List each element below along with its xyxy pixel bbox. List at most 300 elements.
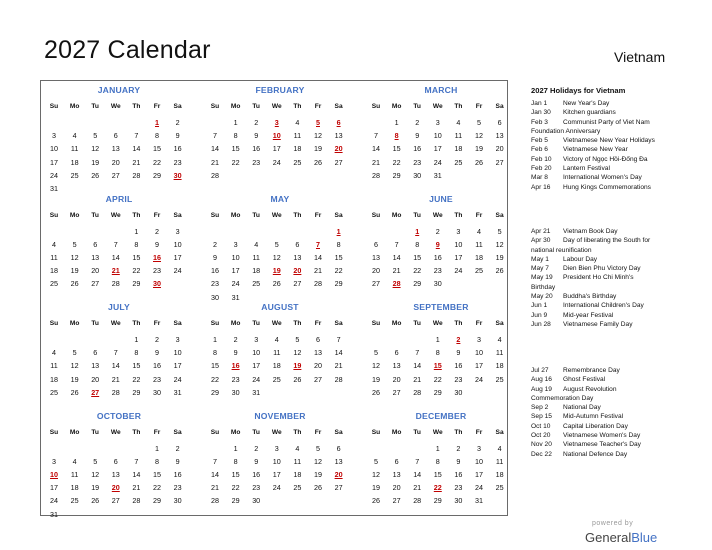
month-name: OCTOBER: [96, 410, 142, 421]
day-cell: 7: [213, 131, 217, 141]
month-name: SEPTEMBER: [413, 302, 469, 312]
day-cell: 18: [252, 266, 261, 276]
holiday-name: Vietnam Book Day: [563, 228, 618, 235]
day-cell: 2: [254, 443, 259, 453]
day-cell: 25: [70, 496, 79, 506]
day-cell: 12: [372, 469, 380, 479]
day-cell: 10: [433, 131, 442, 141]
weekday-label: Sa: [495, 211, 504, 219]
day-cell: 10: [454, 239, 463, 249]
holiday-date: Oct 20: [531, 432, 551, 440]
day-cell: 6: [497, 118, 502, 127]
day-cell: 13: [314, 348, 322, 358]
day-cell: 10: [272, 456, 281, 466]
country-name: Vietnam: [614, 49, 666, 65]
day-cell: 21: [372, 157, 380, 167]
day-cell: 27: [91, 279, 100, 289]
holiday-row: [531, 440, 706, 449]
day-cell: 7: [415, 348, 420, 358]
day-cell: 7: [213, 456, 217, 466]
holiday-row: [531, 385, 706, 394]
day-cell: 18: [70, 483, 79, 493]
day-cell: 15: [231, 469, 240, 479]
day-cell: 24: [50, 496, 58, 506]
day-cell: 23: [231, 374, 240, 384]
weekday-label: Mo: [69, 320, 80, 327]
day-cell: 14: [211, 469, 219, 479]
weekday-label: Mo: [230, 320, 241, 327]
weekday-label: Sa: [334, 320, 343, 327]
day-cell: 20: [91, 374, 100, 384]
holiday-row: [531, 145, 706, 154]
weekday-label: Fr: [475, 320, 483, 327]
day-cell: 26: [91, 170, 100, 180]
holiday-date: Aug 19: [531, 385, 552, 393]
day-cell: 25: [293, 483, 302, 493]
weekday-label: Tu: [91, 320, 99, 327]
day-cell: 29: [132, 279, 141, 289]
holiday-name: New Year's Day: [563, 100, 610, 107]
day-cell: 12: [372, 361, 380, 371]
day-cell: 17: [252, 361, 261, 371]
day-cell: 1: [435, 335, 440, 344]
day-cell: 6: [316, 335, 320, 344]
holiday-row: [531, 320, 706, 329]
day-cell: 26: [293, 374, 302, 384]
day-cell: 2: [435, 226, 440, 236]
day-cell: 4: [497, 335, 502, 344]
holiday-date: Feb 5: [531, 137, 548, 145]
day-cell: 3: [233, 239, 238, 249]
day-cell: 22: [153, 483, 161, 493]
day-cell: 24: [231, 279, 240, 289]
day-cell: 24: [272, 157, 281, 167]
holiday-date: May 7: [531, 265, 549, 273]
day-cell: 15: [211, 361, 219, 371]
day-cell: 20: [495, 144, 504, 154]
weekday-label: Sa: [334, 211, 343, 219]
holiday-list-q2: [531, 227, 706, 329]
day-cell: 16: [252, 469, 261, 479]
holiday-date: Apr 21: [531, 228, 551, 235]
day-cell: 15: [132, 361, 141, 371]
weekday-label: Mo: [69, 428, 80, 436]
day-cell: 22: [132, 374, 141, 384]
day-cell: 22: [334, 266, 343, 276]
day-cell: 5: [72, 239, 77, 249]
weekday-label: Mo: [391, 211, 402, 219]
day-cell: 29: [132, 387, 141, 397]
holiday-row: [531, 255, 706, 264]
day-cell: 3: [254, 335, 259, 344]
holiday-date: Sep 15: [531, 413, 552, 421]
weekday-label: Mo: [391, 428, 402, 436]
holiday-day-cell: 10: [50, 469, 58, 479]
weekday-label: Th: [454, 103, 463, 110]
holiday-day-cell: 10: [272, 131, 281, 141]
day-cell: 23: [413, 157, 422, 167]
day-cell: 5: [497, 226, 502, 236]
day-cell: 31: [50, 509, 58, 519]
weekday-header: [367, 103, 515, 115]
holiday-row: [531, 164, 706, 173]
day-cell: 18: [293, 144, 302, 154]
brand-logo[interactable]: [585, 530, 657, 545]
day-cell: 22: [153, 157, 161, 167]
day-cell: 20: [111, 157, 120, 167]
day-cell: 11: [70, 144, 79, 154]
holiday-name: Vietnamese New Year: [563, 146, 628, 154]
day-cell: 5: [477, 118, 481, 127]
day-cell: 30: [433, 279, 442, 289]
day-cell: 21: [211, 483, 219, 493]
day-cell: 3: [175, 226, 180, 236]
day-cell: 14: [132, 144, 141, 154]
holiday-date: Apr 30: [531, 237, 551, 245]
day-cell: 19: [314, 144, 322, 154]
day-cell: 4: [295, 443, 300, 453]
day-cell: 9: [233, 348, 238, 358]
day-cell: 15: [433, 469, 442, 479]
day-cell: 13: [334, 131, 343, 141]
brand-part-2: Blue: [631, 530, 658, 545]
holiday-row: [531, 422, 706, 431]
holiday-day-cell: 16: [153, 252, 161, 262]
day-cell: 26: [372, 387, 380, 397]
month-name: JULY: [108, 302, 130, 312]
day-cell: 29: [334, 279, 343, 289]
day-cell: 16: [454, 469, 463, 479]
calendar-grid: [40, 80, 508, 519]
day-cell: 4: [295, 118, 300, 127]
day-cell: 17: [475, 469, 483, 479]
day-cell: 6: [374, 239, 378, 249]
holiday-name: Buddha's Birthday: [563, 293, 617, 301]
day-cell: 13: [91, 361, 100, 371]
weekday-label: We: [432, 320, 443, 327]
weekday-label: We: [271, 428, 282, 436]
weekday-label: Th: [293, 320, 302, 327]
month-name: DECEMBER: [415, 410, 467, 421]
day-cell: 30: [231, 387, 240, 397]
holiday-list-q3: [531, 366, 706, 459]
day-cell: 20: [372, 266, 380, 276]
day-cell: 8: [415, 239, 420, 249]
weekday-label: Sa: [495, 320, 504, 327]
weekday-label: Su: [210, 320, 220, 327]
holiday-row: [531, 375, 706, 384]
day-cell: 17: [231, 266, 240, 276]
month-name: MARCH: [424, 85, 458, 95]
day-cell: 10: [173, 239, 182, 249]
day-cell: 8: [155, 456, 159, 466]
day-cell: 10: [252, 348, 261, 358]
holiday-row: [531, 136, 706, 145]
weekday-header: [45, 320, 193, 332]
weekday-label: Th: [132, 211, 141, 219]
day-cell: 11: [495, 456, 504, 466]
weekday-label: Fr: [153, 103, 161, 110]
day-cell: 2: [233, 335, 238, 344]
holiday-name: Kitchen guardians: [563, 109, 616, 117]
day-cell: 12: [293, 348, 302, 358]
weekday-label: Tu: [91, 103, 99, 110]
holiday-name: Birthday: [531, 283, 556, 291]
weekday-label: Th: [293, 103, 302, 110]
day-cell: 27: [372, 279, 380, 289]
day-cell: 3: [274, 443, 279, 453]
weekday-label: Su: [210, 428, 220, 436]
holiday-date: Feb 6: [531, 146, 548, 154]
holiday-day-cell: 20: [111, 483, 120, 493]
weekday-label: Su: [49, 428, 59, 436]
day-cell: 24: [454, 266, 463, 276]
day-cell: 14: [413, 361, 422, 371]
day-cell: 9: [175, 131, 180, 141]
weekday-header: [206, 429, 354, 441]
holiday-date: Feb 3: [531, 118, 548, 126]
day-cell: 1: [134, 226, 139, 236]
month-name: JANUARY: [97, 85, 141, 95]
day-cell: 25: [50, 279, 58, 289]
day-cell: 11: [293, 456, 302, 466]
weekday-label: Sa: [173, 211, 182, 219]
holiday-day-cell: 8: [394, 131, 399, 141]
day-cell: 10: [173, 348, 182, 358]
day-cell: 2: [155, 226, 159, 236]
holiday-day-cell: 2: [456, 335, 461, 344]
weekday-label: We: [110, 211, 121, 219]
day-cell: 9: [456, 348, 461, 358]
day-cell: 27: [111, 496, 120, 506]
day-cell: 17: [173, 361, 182, 371]
weekday-label: We: [110, 320, 121, 327]
holiday-row: [531, 236, 706, 245]
day-cell: 14: [413, 469, 422, 479]
day-cell: 17: [272, 469, 281, 479]
holiday-row: [531, 292, 706, 301]
day-cell: 15: [132, 252, 141, 262]
holiday-date: May 1: [531, 255, 549, 263]
day-cell: 19: [70, 266, 79, 276]
day-cell: 17: [50, 483, 58, 493]
day-cell: 23: [211, 279, 219, 289]
day-cell: 15: [153, 469, 161, 479]
day-cell: 14: [314, 252, 322, 262]
day-cell: 24: [173, 266, 182, 276]
holiday-name: Capital Liberation Day: [563, 422, 628, 430]
powered-by-text: powered by: [592, 520, 634, 527]
day-cell: 8: [213, 348, 217, 358]
day-cell: 15: [334, 252, 343, 262]
holiday-day-cell: 7: [316, 239, 320, 249]
holiday-day-cell: 28: [392, 279, 401, 289]
holiday-row: [531, 99, 706, 108]
weekday-label: Sa: [173, 103, 182, 110]
day-cell: 11: [50, 361, 58, 371]
day-cell: 13: [392, 361, 401, 371]
holiday-row: [531, 227, 706, 236]
month-name: APRIL: [105, 193, 133, 204]
day-cell: 13: [392, 469, 401, 479]
day-cell: 8: [435, 456, 440, 466]
weekday-label: We: [271, 211, 282, 219]
holiday-row: [531, 431, 706, 440]
holiday-day-cell: 1: [336, 226, 341, 236]
day-cell: 31: [50, 184, 58, 193]
day-cell: 23: [433, 266, 442, 276]
holiday-name: Foundation Anniversary: [531, 127, 601, 135]
holiday-name: Mid-year Festival: [563, 311, 614, 319]
day-cell: 8: [435, 348, 440, 358]
holiday-name: Hung Kings Commemorations: [563, 183, 651, 191]
weekday-header: [206, 103, 354, 115]
weekday-label: Tu: [91, 428, 99, 436]
day-cell: 29: [231, 496, 240, 506]
weekday-header: [206, 320, 354, 332]
day-cell: 12: [91, 144, 100, 154]
day-cell: 28: [132, 496, 141, 506]
day-cell: 25: [475, 266, 483, 276]
weekday-label: Su: [371, 320, 381, 327]
day-cell: 12: [475, 131, 483, 141]
day-cell: 24: [50, 170, 58, 180]
day-cell: 4: [254, 239, 259, 249]
day-cell: 2: [175, 443, 180, 453]
day-cell: 28: [413, 387, 422, 397]
day-cell: 22: [231, 157, 240, 167]
day-cell: 18: [50, 266, 58, 276]
day-cell: 28: [111, 279, 120, 289]
holiday-row: [531, 118, 706, 127]
weekday-label: Tu: [413, 428, 421, 436]
day-cell: 13: [111, 144, 120, 154]
day-cell: 24: [475, 374, 483, 384]
day-cell: 12: [91, 469, 100, 479]
holiday-name: Vietnamese Women's Day: [563, 432, 641, 440]
holiday-row: [531, 394, 706, 403]
day-cell: 1: [435, 443, 440, 453]
day-cell: 31: [231, 292, 240, 302]
day-cell: 19: [91, 157, 100, 167]
holiday-row: [531, 366, 706, 375]
day-cell: 30: [413, 170, 422, 180]
holiday-row: [531, 301, 706, 310]
day-cell: 1: [394, 118, 399, 127]
day-cell: 17: [475, 361, 483, 371]
weekday-label: Fr: [475, 211, 483, 219]
holiday-name: Mid-Autumn Festival: [563, 413, 624, 421]
day-cell: 26: [272, 279, 281, 289]
day-cell: 20: [314, 361, 322, 371]
day-cell: 26: [70, 279, 79, 289]
day-cell: 18: [293, 469, 302, 479]
day-cell: 19: [91, 483, 100, 493]
day-cell: 18: [495, 469, 504, 479]
holiday-date: Oct 10: [531, 422, 551, 430]
day-cell: 26: [70, 387, 79, 397]
weekday-label: Mo: [391, 320, 402, 327]
holiday-date: Nov 20: [531, 441, 552, 449]
day-cell: 5: [72, 348, 77, 358]
weekday-header: [45, 212, 193, 224]
weekday-label: Tu: [252, 211, 260, 219]
holiday-name: Dien Bien Phu Victory Day: [563, 265, 641, 273]
holiday-name: Victory of Ngọc Hồi-Đống Đa: [563, 155, 648, 163]
holiday-row: [531, 173, 706, 182]
day-cell: 9: [155, 348, 159, 358]
day-cell: 21: [111, 374, 120, 384]
day-cell: 2: [213, 239, 217, 249]
weekday-label: Su: [49, 103, 59, 110]
day-cell: 17: [433, 144, 442, 154]
weekday-label: Mo: [69, 211, 80, 219]
day-cell: 27: [392, 496, 401, 506]
weekday-label: Su: [49, 211, 59, 219]
day-cell: 16: [153, 361, 161, 371]
day-cell: 29: [413, 279, 422, 289]
day-cell: 22: [392, 157, 401, 167]
weekday-label: Fr: [153, 428, 161, 436]
day-cell: 6: [336, 443, 341, 453]
day-cell: 10: [50, 144, 58, 154]
day-cell: 26: [314, 157, 322, 167]
holiday-date: Mar 8: [531, 174, 548, 182]
day-cell: 6: [394, 348, 399, 358]
day-cell: 1: [134, 335, 139, 344]
day-cell: 18: [475, 252, 483, 262]
day-cell: 2: [456, 443, 461, 453]
day-cell: 9: [155, 239, 159, 249]
holiday-day-cell: 5: [316, 118, 320, 127]
day-cell: 5: [316, 443, 320, 453]
holiday-row: [531, 273, 706, 282]
day-cell: 27: [314, 374, 322, 384]
day-cell: 25: [252, 279, 261, 289]
day-cell: 14: [132, 469, 141, 479]
day-cell: 8: [134, 348, 139, 358]
day-cell: 6: [93, 348, 98, 358]
weekday-label: Tu: [91, 211, 99, 219]
day-cell: 9: [254, 131, 259, 141]
holiday-day-cell: 22: [433, 483, 442, 493]
holiday-name: National Day: [563, 404, 601, 412]
brand-part-1: General: [585, 530, 632, 545]
day-cell: 5: [374, 456, 378, 466]
day-cell: 28: [413, 496, 422, 506]
holiday-day-cell: 21: [111, 266, 120, 276]
day-cell: 23: [173, 483, 182, 493]
weekday-label: Th: [454, 428, 463, 436]
day-cell: 26: [495, 266, 504, 276]
weekday-label: Mo: [230, 211, 241, 219]
holiday-date: Apr 16: [531, 183, 551, 191]
weekday-label: Tu: [413, 211, 421, 219]
holiday-row: [531, 246, 706, 255]
holiday-row: [531, 283, 706, 292]
holiday-name: Ghost Festival: [563, 376, 606, 384]
weekday-label: Th: [132, 103, 141, 110]
day-cell: 9: [415, 131, 420, 141]
weekday-label: We: [110, 103, 121, 110]
day-cell: 16: [211, 266, 219, 276]
day-cell: 14: [211, 144, 219, 154]
day-cell: 17: [173, 252, 182, 262]
holiday-name: August Revolution: [563, 385, 617, 393]
day-cell: 8: [155, 131, 159, 141]
holiday-list-q1: [531, 99, 706, 192]
holidays-title: 2027 Holidays for Vietnam: [531, 86, 626, 95]
